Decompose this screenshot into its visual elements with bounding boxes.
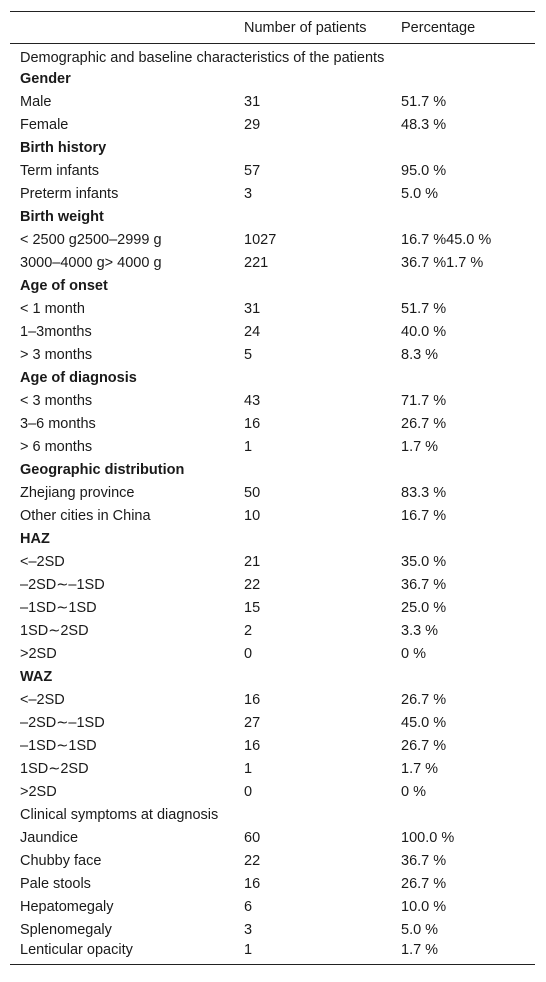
row-label: >2SD — [20, 783, 57, 800]
table-row — [10, 573, 535, 596]
table-row — [10, 711, 535, 734]
row-number-of-patients: 0 — [244, 783, 253, 800]
group-label: HAZ — [20, 530, 50, 547]
group-label: WAZ — [20, 668, 53, 685]
row-label: 3000–4000 g> 4000 g — [20, 254, 162, 271]
row-number-of-patients: 16 — [244, 737, 261, 754]
table-row — [10, 872, 535, 895]
row-label: 1SD∼2SD — [20, 760, 89, 777]
row-percentage: 25.0 % — [401, 599, 447, 616]
row-number-of-patients: 0 — [244, 645, 253, 662]
table-row — [10, 481, 535, 504]
row-percentage: 5.0 % — [401, 921, 439, 938]
table-row — [10, 619, 535, 642]
row-number-of-patients: 16 — [244, 691, 261, 708]
header-label-column — [10, 12, 244, 44]
row-percentage: 26.7 % — [401, 737, 447, 754]
table-row — [10, 550, 535, 573]
row-number-of-patients: 1 — [244, 760, 253, 777]
row-percentage: 0 % — [401, 645, 426, 662]
row-number-of-patients: 31 — [244, 93, 261, 110]
row-label: Jaundice — [20, 829, 79, 846]
section-label: Demographic and baseline characteristics of the patients — [20, 49, 385, 66]
group-header-row — [10, 665, 535, 688]
table-row — [10, 918, 535, 941]
row-number-of-patients: 5 — [244, 346, 253, 363]
table-row — [10, 757, 535, 780]
row-label: –1SD∼1SD — [20, 599, 97, 616]
row-label: Pale stools — [20, 875, 91, 892]
row-number-of-patients: 2 — [244, 622, 253, 639]
row-number-of-patients: 31 — [244, 300, 261, 317]
row-label: Splenomegaly — [20, 921, 112, 938]
row-number-of-patients: 60 — [244, 829, 261, 846]
row-percentage: 3.3 % — [401, 622, 439, 639]
row-label: > 3 months — [20, 346, 93, 363]
table-row — [10, 849, 535, 872]
section-row — [10, 44, 535, 68]
row-label: Other cities in China — [20, 507, 151, 524]
row-percentage: 35.0 % — [401, 553, 447, 570]
group-header-row — [10, 458, 535, 481]
row-percentage: 5.0 % — [401, 185, 439, 202]
row-label: Hepatomegaly — [20, 898, 114, 915]
group-header-row — [10, 366, 535, 389]
row-percentage: 16.7 %45.0 % — [401, 231, 492, 248]
row-percentage: 36.7 % — [401, 852, 447, 869]
row-number-of-patients: 15 — [244, 599, 261, 616]
row-percentage: 83.3 % — [401, 484, 447, 501]
group-header-row — [10, 67, 535, 90]
row-number-of-patients: 16 — [244, 415, 261, 432]
table-row — [10, 389, 535, 412]
row-number-of-patients: 22 — [244, 852, 261, 869]
table-row — [10, 504, 535, 527]
group-header-row — [10, 527, 535, 550]
table-row — [10, 297, 535, 320]
row-percentage: 36.7 % — [401, 576, 447, 593]
row-number-of-patients: 27 — [244, 714, 261, 731]
row-label: <–2SD — [20, 691, 65, 708]
table-row — [10, 826, 535, 849]
row-percentage: 95.0 % — [401, 162, 447, 179]
row-label: >2SD — [20, 645, 57, 662]
table-row — [10, 941, 535, 964]
table-row — [10, 228, 535, 251]
row-label: Lenticular opacity — [10, 941, 244, 964]
row-number-of-patients: 1 — [244, 438, 253, 455]
row-number-of-patients: 22 — [244, 576, 261, 593]
table-row — [10, 251, 535, 274]
table-row — [10, 113, 535, 136]
row-label: –1SD∼1SD — [20, 737, 97, 754]
row-percentage: 36.7 %1.7 % — [401, 254, 484, 271]
row-number-of-patients: 10 — [244, 507, 261, 524]
row-number-of-patients: 1027 — [244, 231, 277, 248]
row-percentage: 48.3 % — [401, 116, 447, 133]
row-label: Female — [20, 116, 69, 133]
row-label: –2SD∼–1SD — [20, 714, 105, 731]
row-percentage: 1.7 % — [401, 438, 439, 455]
row-number-of-patients: 6 — [244, 898, 253, 915]
row-percentage: 0 % — [401, 783, 426, 800]
table-row — [10, 343, 535, 366]
row-percentage: 8.3 % — [401, 346, 439, 363]
table-row — [10, 320, 535, 343]
row-number-of-patients: 16 — [244, 875, 261, 892]
row-percentage: 100.0 % — [401, 829, 455, 846]
row-percentage: 1.7 % — [401, 941, 535, 964]
group-header-row — [10, 136, 535, 159]
table-row — [10, 596, 535, 619]
row-label: < 3 months — [20, 392, 93, 409]
group-label: Birth history — [20, 139, 107, 156]
row-label: < 2500 g2500–2999 g — [20, 231, 162, 248]
row-percentage: 26.7 % — [401, 691, 447, 708]
table-row — [10, 159, 535, 182]
row-label: < 1 month — [20, 300, 85, 317]
row-percentage: 40.0 % — [401, 323, 447, 340]
row-label: Preterm infants — [20, 185, 119, 202]
row-number-of-patients: 24 — [244, 323, 261, 340]
table-row — [10, 734, 535, 757]
table-row — [10, 895, 535, 918]
row-label: –2SD∼–1SD — [20, 576, 105, 593]
header-number-of-patients: Number of patients — [244, 12, 401, 44]
table-header-row — [10, 12, 535, 44]
row-label: > 6 months — [20, 438, 93, 455]
row-label: Term infants — [20, 162, 99, 179]
section-label: Clinical symptoms at diagnosis — [20, 806, 219, 823]
row-percentage: 26.7 % — [401, 875, 447, 892]
group-header-row — [10, 205, 535, 228]
row-percentage: 16.7 % — [401, 507, 447, 524]
table-body — [10, 44, 535, 965]
table-row — [10, 90, 535, 113]
table-row — [10, 412, 535, 435]
row-percentage: 26.7 % — [401, 415, 447, 432]
row-percentage: 1.7 % — [401, 760, 439, 777]
row-number-of-patients: 29 — [244, 116, 261, 133]
group-label: Gender — [20, 70, 71, 87]
row-percentage: 51.7 % — [401, 300, 447, 317]
row-label: 3–6 months — [20, 415, 96, 432]
table-row — [10, 435, 535, 458]
row-label: <–2SD — [20, 553, 65, 570]
header-percentage: Percentage — [401, 12, 535, 44]
row-label: Male — [20, 93, 52, 110]
table-row — [10, 780, 535, 803]
row-number-of-patients: 50 — [244, 484, 261, 501]
group-label: Age of diagnosis — [20, 369, 137, 386]
row-percentage: 45.0 % — [401, 714, 447, 731]
row-label: 1SD∼2SD — [20, 622, 89, 639]
row-number-of-patients: 3 — [244, 185, 253, 202]
row-number-of-patients: 221 — [244, 254, 269, 271]
table-row — [10, 182, 535, 205]
row-label: 1–3months — [20, 323, 92, 340]
row-number-of-patients: 21 — [244, 553, 261, 570]
group-label: Geographic distribution — [20, 461, 185, 478]
row-number-of-patients: 3 — [244, 921, 253, 938]
patient-characteristics-table — [10, 11, 535, 965]
row-label: Zhejiang province — [20, 484, 135, 501]
row-percentage: 71.7 % — [401, 392, 447, 409]
group-header-row — [10, 274, 535, 297]
row-number-of-patients: 57 — [244, 162, 261, 179]
row-percentage: 51.7 % — [401, 93, 447, 110]
group-label: Age of onset — [20, 277, 108, 294]
group-label: Birth weight — [20, 208, 104, 225]
row-number-of-patients: 43 — [244, 392, 261, 409]
table-row — [10, 642, 535, 665]
row-percentage: 10.0 % — [401, 898, 447, 915]
section-row — [10, 803, 535, 826]
row-number-of-patients: 1 — [244, 941, 401, 964]
row-label: Chubby face — [20, 852, 102, 869]
table-row — [10, 688, 535, 711]
